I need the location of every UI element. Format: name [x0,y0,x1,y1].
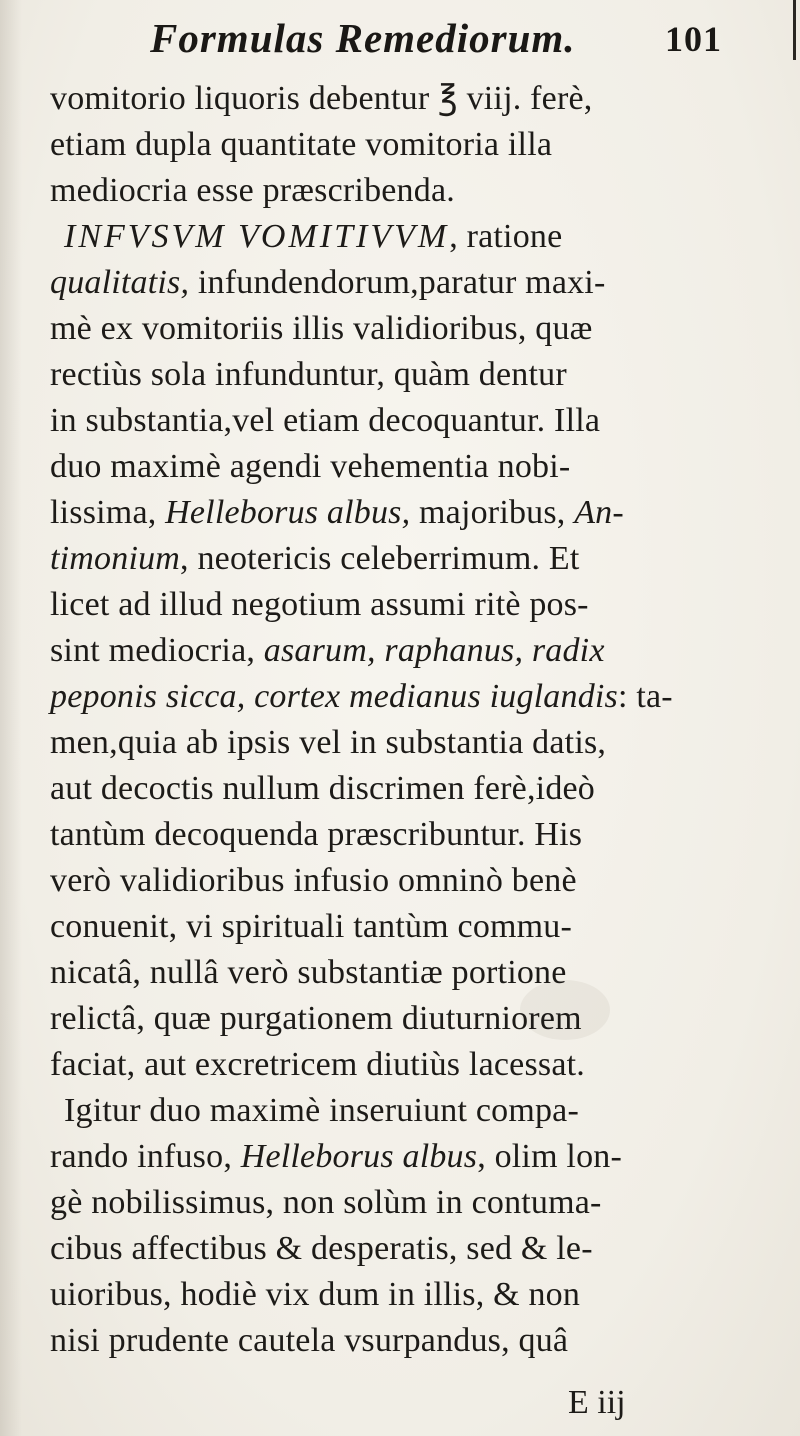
text-line [50,582,780,628]
line-text: tantùm decoquenda præscribuntur. His [50,816,583,853]
line-text: rectiùs sola infunduntur, quàm dentur [50,356,567,393]
line-text: sint mediocria, [50,632,264,669]
text-line [50,996,780,1042]
line-text: mediocria esse præscribenda. [50,172,455,209]
line-text: cibus affectibus & desperatis, sed & le- [50,1230,593,1267]
text-line [50,950,780,996]
body-text [50,76,780,1364]
page-edge-mark [793,0,796,60]
text-line [50,168,780,214]
text-line [50,1272,780,1318]
line-text: nisi prudente cautela vsurpandus, quâ [50,1322,569,1359]
gutter-shadow [0,0,22,1436]
line-text: : ta- [617,678,673,715]
line-text: licet ad illud negotium assumi ritè pos- [50,586,589,623]
line-text: conuenit, vi spirituali tantùm commu- [50,908,573,945]
line-text: uioribus, hodiè vix dum in illis, & non [50,1276,581,1313]
text-line [50,1318,780,1364]
line-text: faciat, aut excretricem diutiùs lacessat. [50,1046,585,1083]
text-line [50,1042,780,1088]
line-text: relictâ, quæ purgationem diuturniorem [50,1000,582,1037]
small-caps-heading: INFVSVM VOMITIVVM [64,218,450,255]
text-line [50,1226,780,1272]
italic-term: timonium [50,540,181,577]
text-line [50,904,780,950]
text-line [50,1180,780,1226]
text-line [50,674,780,720]
line-text: vomitorio liquoris debentur ℥ viij. ferè, [50,80,593,117]
text-line [50,766,780,812]
line-text: in substantia,vel etiam decoquantur. Illa [50,402,601,439]
line-text: men,quia ab ipsis vel in substantia datis, [50,724,607,761]
line-text: duo maximè agendi vehementia nobi- [50,448,571,485]
line-text: , ratione [449,218,563,255]
text-line [50,858,780,904]
running-head: Formulas Remediorum. [150,15,576,61]
text-line [50,306,780,352]
italic-term: An- [574,494,624,531]
italic-term: qualitatis, [50,264,190,301]
text-line [50,812,780,858]
line-text: verò validioribus infusio omninò benè [50,862,577,899]
text-line [50,352,780,398]
text-line [50,122,780,168]
text-line [50,444,780,490]
line-text: , neotericis celeberrimum. Et [180,540,580,577]
italic-term: Helleborus albus [240,1138,478,1175]
text-line [50,720,780,766]
italic-term: Helleborus albus, [165,494,411,531]
text-line [50,214,780,260]
line-text: majoribus, [410,494,575,531]
signature-mark-row [0,1380,800,1426]
line-text: , olim lon- [477,1138,622,1175]
text-line [50,76,780,122]
text-line [50,1134,780,1180]
text-line [50,628,780,674]
text-line [50,536,780,582]
page-number: 101 [665,19,722,59]
italic-term: asarum, raphanus, radix [263,632,605,669]
signature-mark: E iij [568,1384,626,1421]
text-line [50,398,780,444]
page-header [50,14,790,74]
line-text: rando infuso, [50,1138,241,1175]
line-text: etiam dupla quantitate vomitoria illa [50,126,553,163]
line-text: nicatâ, nullâ verò substantiæ portione [50,954,567,991]
line-text: aut decoctis nullum discrimen ferè,ideò [50,770,596,807]
italic-term: peponis sicca, cortex medianus iuglandis [50,678,618,715]
text-line [50,490,780,536]
text-line [50,260,780,306]
line-text: gè nobilissimus, non solùm in contuma- [50,1184,602,1221]
line-text: infundendorum,paratur maxi- [189,264,606,301]
line-text: mè ex vomitoriis illis validioribus, quæ [50,310,593,347]
line-text: lissima, [50,494,166,531]
text-line [50,1088,780,1134]
line-text: Igitur duo maximè inseruiunt compa- [64,1092,579,1129]
